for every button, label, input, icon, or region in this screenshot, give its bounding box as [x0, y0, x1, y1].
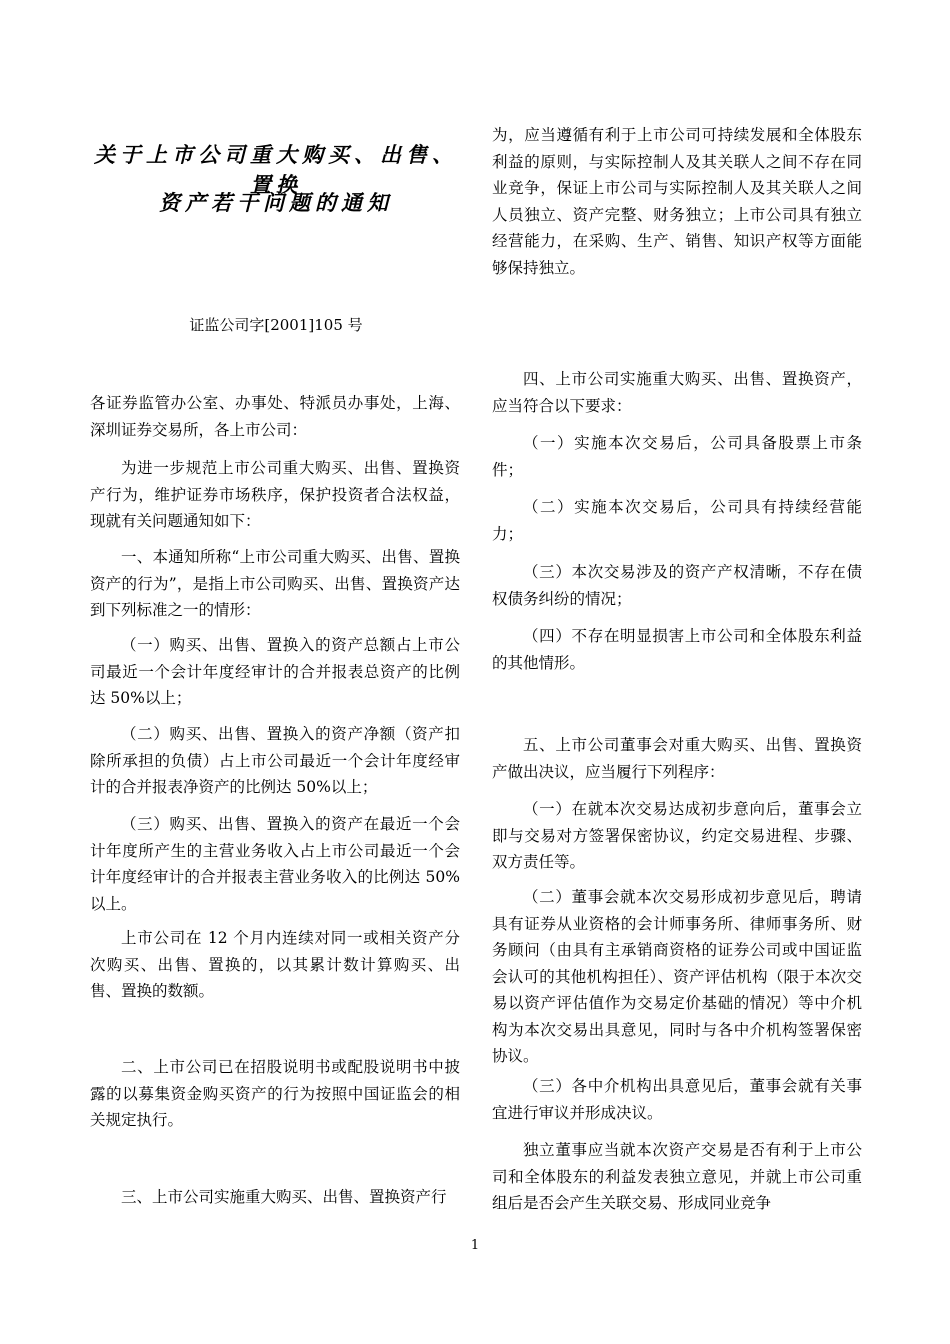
- paragraph-item-1-3: （三）购买、出售、置换入的资产在最近一个会计年度所产生的主营业务收入占上市公司最近一个会计年度经审计的合并报表主营业务收入的比例达 50%以上。: [90, 815, 460, 913]
- paragraph-addressee: 各证券监管办公室、办事处、特派员办事处，上海、深圳证券交易所，各上市公司：: [90, 394, 460, 439]
- paragraph-item-4-4: （四）不存在明显损害上市公司和全体股东利益的其他情形。: [492, 627, 862, 672]
- paragraph-item-4-2: （二）实施本次交易后，公司具有持续经营能力；: [492, 498, 862, 543]
- paragraph-cumulative: 上市公司在 12 个月内连续对同一或相关资产分次购买、出售、置换的，以其累计数计算购买、出售、置换的数额。: [90, 929, 460, 1000]
- title-line-1: 关于上市公司重大购买、出售、置换: [94, 142, 458, 197]
- document-number: 证监公司字[2001]105 号: [189, 316, 363, 334]
- paragraph-item-4-1: （一）实施本次交易后，公司具备股票上市条件；: [492, 434, 862, 479]
- paragraph-section-1: 一、本通知所称“上市公司重大购买、出售、置换资产的行为”，是指上市公司购买、出售、置换资产达到下列标准之一的情形：: [90, 548, 460, 619]
- page-number: 1: [470, 1238, 480, 1253]
- paragraph-item-1-2: （二）购买、出售、置换入的资产净额（资产扣除所承担的负债）占上市公司最近一个会计年度经审计的合并报表净资产的比例达 50%以上；: [90, 725, 460, 796]
- paragraph-intro: 为进一步规范上市公司重大购买、出售、置换资产行为，维护证券市场秩序，保护投资者合法权益，现就有关问题通知如下：: [90, 459, 460, 530]
- paragraph-independent-directors: 独立董事应当就本次资产交易是否有利于上市公司和全体股东的利益发表独立意见，并就上市公司重组后是否会产生关联交易、形成同业竞争: [492, 1141, 862, 1212]
- paragraph-section-3-cont: 为，应当遵循有利于上市公司可持续发展和全体股东利益的原则，与实际控制人及其关联人之间不存在同业竞争，保证上市公司与实际控制人及其关联人之间人员独立、资产完整、财务独立；上市公司具有独立经营能力，在采购、生产、销售、知识产权等方面能够保持独立。: [492, 126, 862, 277]
- paragraph-section-4: 四、上市公司实施重大购买、出售、置换资产，应当符合以下要求：: [492, 370, 862, 415]
- paragraph-section-5: 五、上市公司董事会对重大购买、出售、置换资产做出决议，应当履行下列程序：: [492, 736, 862, 781]
- paragraph-item-5-2: （二）董事会就本次交易形成初步意见后，聘请具有证券从业资格的会计师事务所、律师事务所、财务顾问（由具有主承销商资格的证券公司或中国证监会认可的其他机构担任）、资产评估机构（限于本次交易以资产评估值作为交易定价基础的情况）等中介机构为本次交易出具意见，同时与各中介机构签署保密协议。: [492, 888, 862, 1065]
- paragraph-item-4-3: （三）本次交易涉及的资产产权清晰，不存在债权债务纠纷的情况；: [492, 563, 862, 608]
- paragraph-section-3-start: 三、上市公司实施重大购买、出售、置换资产行: [121, 1188, 447, 1206]
- paragraph-section-2: 二、上市公司已在招股说明书或配股说明书中披露的以募集资金购买资产的行为按照中国证监会的相关规定执行。: [90, 1058, 460, 1129]
- paragraph-item-1-1: （一）购买、出售、置换入的资产总额占上市公司最近一个会计年度经审计的合并报表总资产的比例达 50%以上；: [90, 636, 460, 707]
- title-line-2: 资产若干问题的通知: [159, 190, 393, 215]
- paragraph-item-5-3: （三）各中介机构出具意见后，董事会就有关事宜进行审议并形成决议。: [492, 1077, 862, 1122]
- paragraph-item-5-1: （一）在就本次交易达成初步意向后，董事会立即与交易对方签署保密协议，约定交易进程、步骤、双方责任等。: [492, 800, 862, 871]
